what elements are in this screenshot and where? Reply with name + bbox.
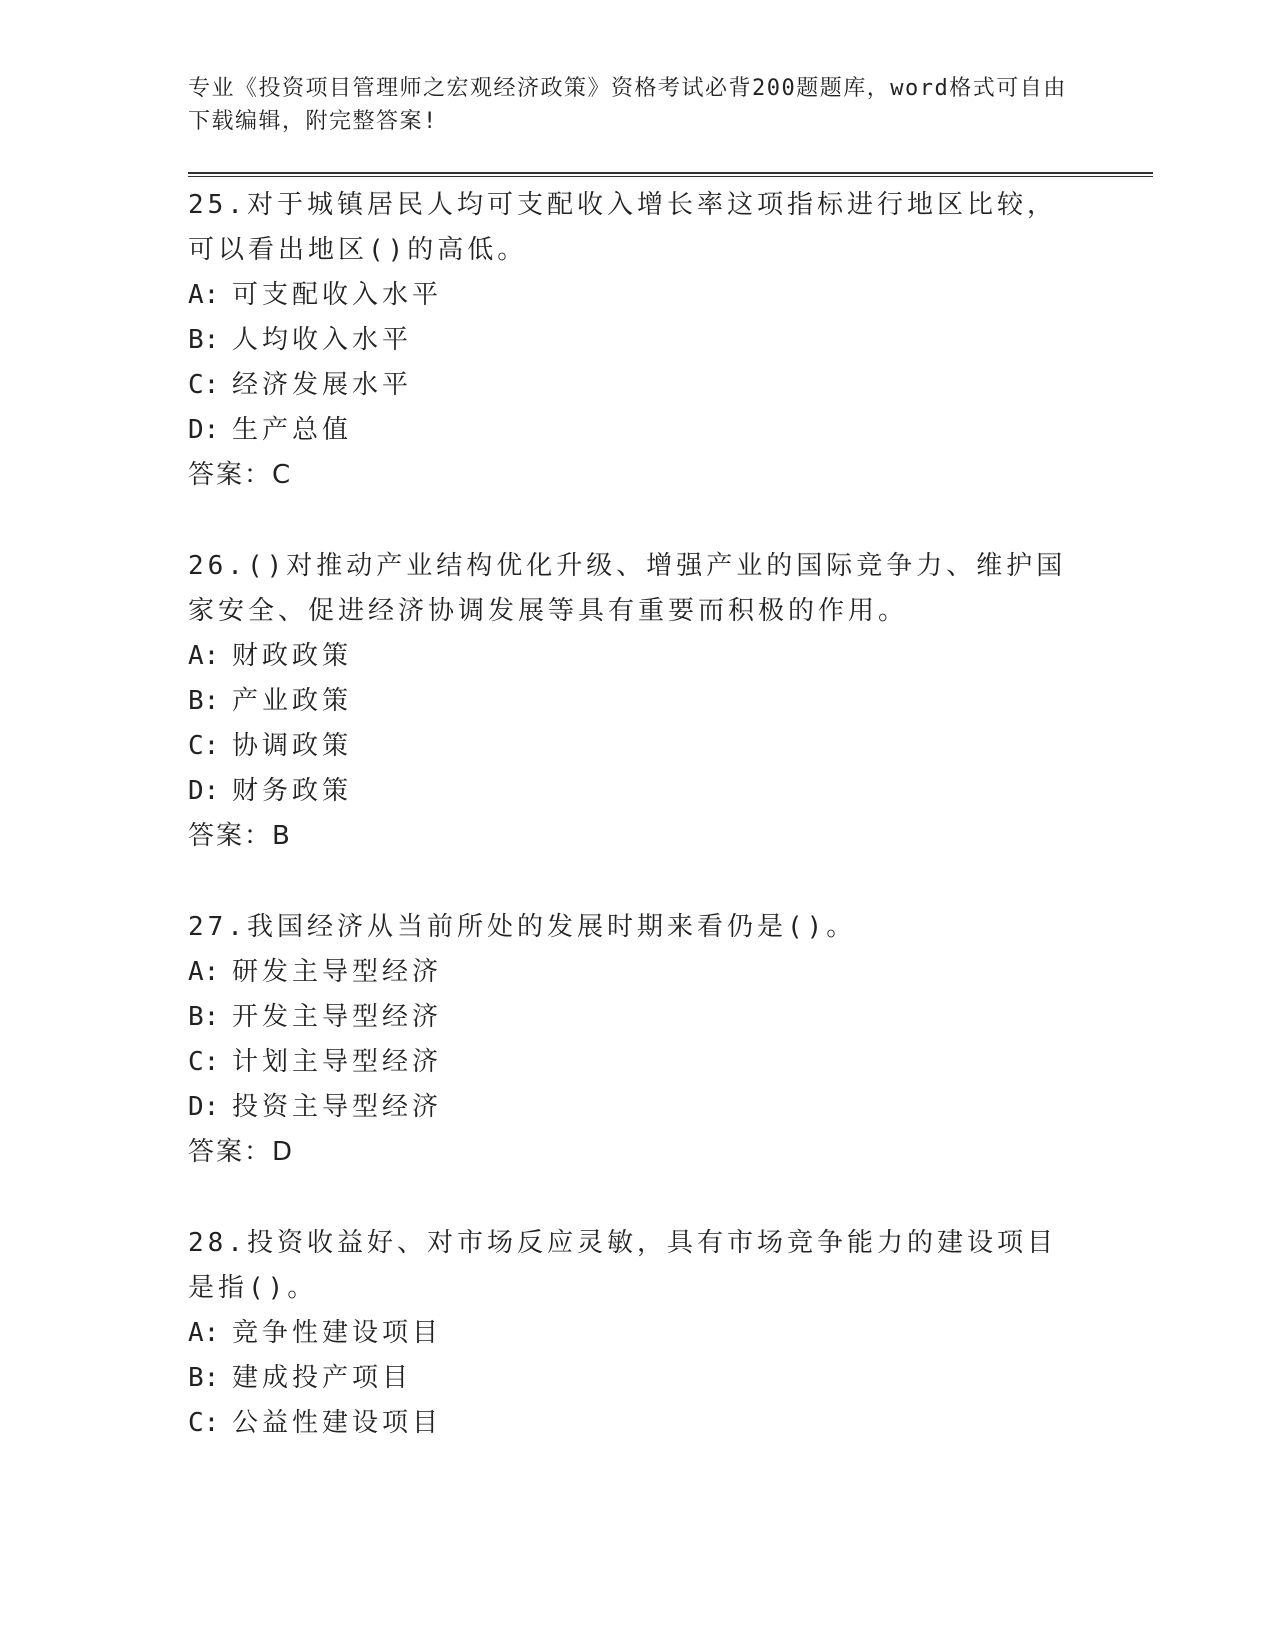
question-text: 26.()对推动产业结构优化升级、增强产业的国际竞争力、维护国家安全、促进经济协调发展等具有重要而积极的作用。	[188, 551, 1067, 626]
option-text: 建成投产项目	[232, 1363, 413, 1393]
option-c	[188, 363, 1153, 408]
option-text: 竞争性建设项目	[232, 1318, 443, 1348]
option-d	[188, 408, 1153, 453]
option-letter: C:	[188, 1408, 220, 1438]
option-letter: A:	[188, 1318, 220, 1348]
option-a	[188, 950, 1153, 995]
document-page	[188, 72, 1153, 1492]
option-c	[188, 1401, 1153, 1446]
question-25	[188, 183, 1153, 498]
question-28	[188, 1221, 1153, 1446]
option-d	[188, 1085, 1153, 1130]
option-text: 产业政策	[232, 686, 353, 716]
option-text: 公益性建设项目	[232, 1408, 443, 1438]
question-26	[188, 544, 1153, 859]
option-b	[188, 318, 1153, 363]
option-letter: B:	[188, 325, 220, 355]
option-text: 财务政策	[232, 776, 353, 806]
option-letter: B:	[188, 1363, 220, 1393]
answer-line: 答案：D	[188, 1137, 295, 1167]
option-letter: B:	[188, 686, 220, 716]
question-list	[188, 183, 1153, 1446]
option-text: 可支配收入水平	[232, 280, 443, 310]
question-27	[188, 905, 1153, 1175]
option-c	[188, 724, 1153, 769]
option-text: 人均收入水平	[232, 325, 413, 355]
option-text: 协调政策	[232, 731, 353, 761]
option-text: 投资主导型经济	[232, 1092, 443, 1122]
option-text: 开发主导型经济	[232, 1002, 443, 1032]
option-letter: C:	[188, 1047, 220, 1077]
option-text: 计划主导型经济	[232, 1047, 443, 1077]
option-b	[188, 995, 1153, 1040]
document-header: 专业《投资项目管理师之宏观经济政策》资格考试必背200题题库，word格式可自由下载编辑，附完整答案!	[188, 76, 1067, 134]
option-b	[188, 1356, 1153, 1401]
option-letter: C:	[188, 370, 220, 400]
option-letter: A:	[188, 957, 220, 987]
option-letter: C:	[188, 731, 220, 761]
question-text: 28.投资收益好、对市场反应灵敏，具有市场竞争能力的建设项目是指()。	[188, 1228, 1057, 1303]
option-letter: B:	[188, 1002, 220, 1032]
option-a	[188, 1311, 1153, 1356]
answer-line: 答案：C	[188, 460, 293, 490]
option-letter: D:	[188, 1092, 220, 1122]
option-text: 财政政策	[232, 641, 353, 671]
option-letter: A:	[188, 641, 220, 671]
option-letter: D:	[188, 776, 220, 806]
option-b	[188, 679, 1153, 724]
question-text: 25.对于城镇居民人均可支配收入增长率这项指标进行地区比较，可以看出地区()的高低。	[188, 190, 1057, 265]
option-text: 研发主导型经济	[232, 957, 443, 987]
option-text: 经济发展水平	[232, 370, 413, 400]
option-d	[188, 769, 1153, 814]
option-a	[188, 273, 1153, 318]
question-text: 27.我国经济从当前所处的发展时期来看仍是()。	[188, 912, 857, 942]
option-text: 生产总值	[232, 415, 353, 445]
option-c	[188, 1040, 1153, 1085]
header-divider	[188, 172, 1153, 177]
option-letter: D:	[188, 415, 220, 445]
option-a	[188, 634, 1153, 679]
answer-line: 答案：B	[188, 821, 292, 851]
option-letter: A:	[188, 280, 220, 310]
